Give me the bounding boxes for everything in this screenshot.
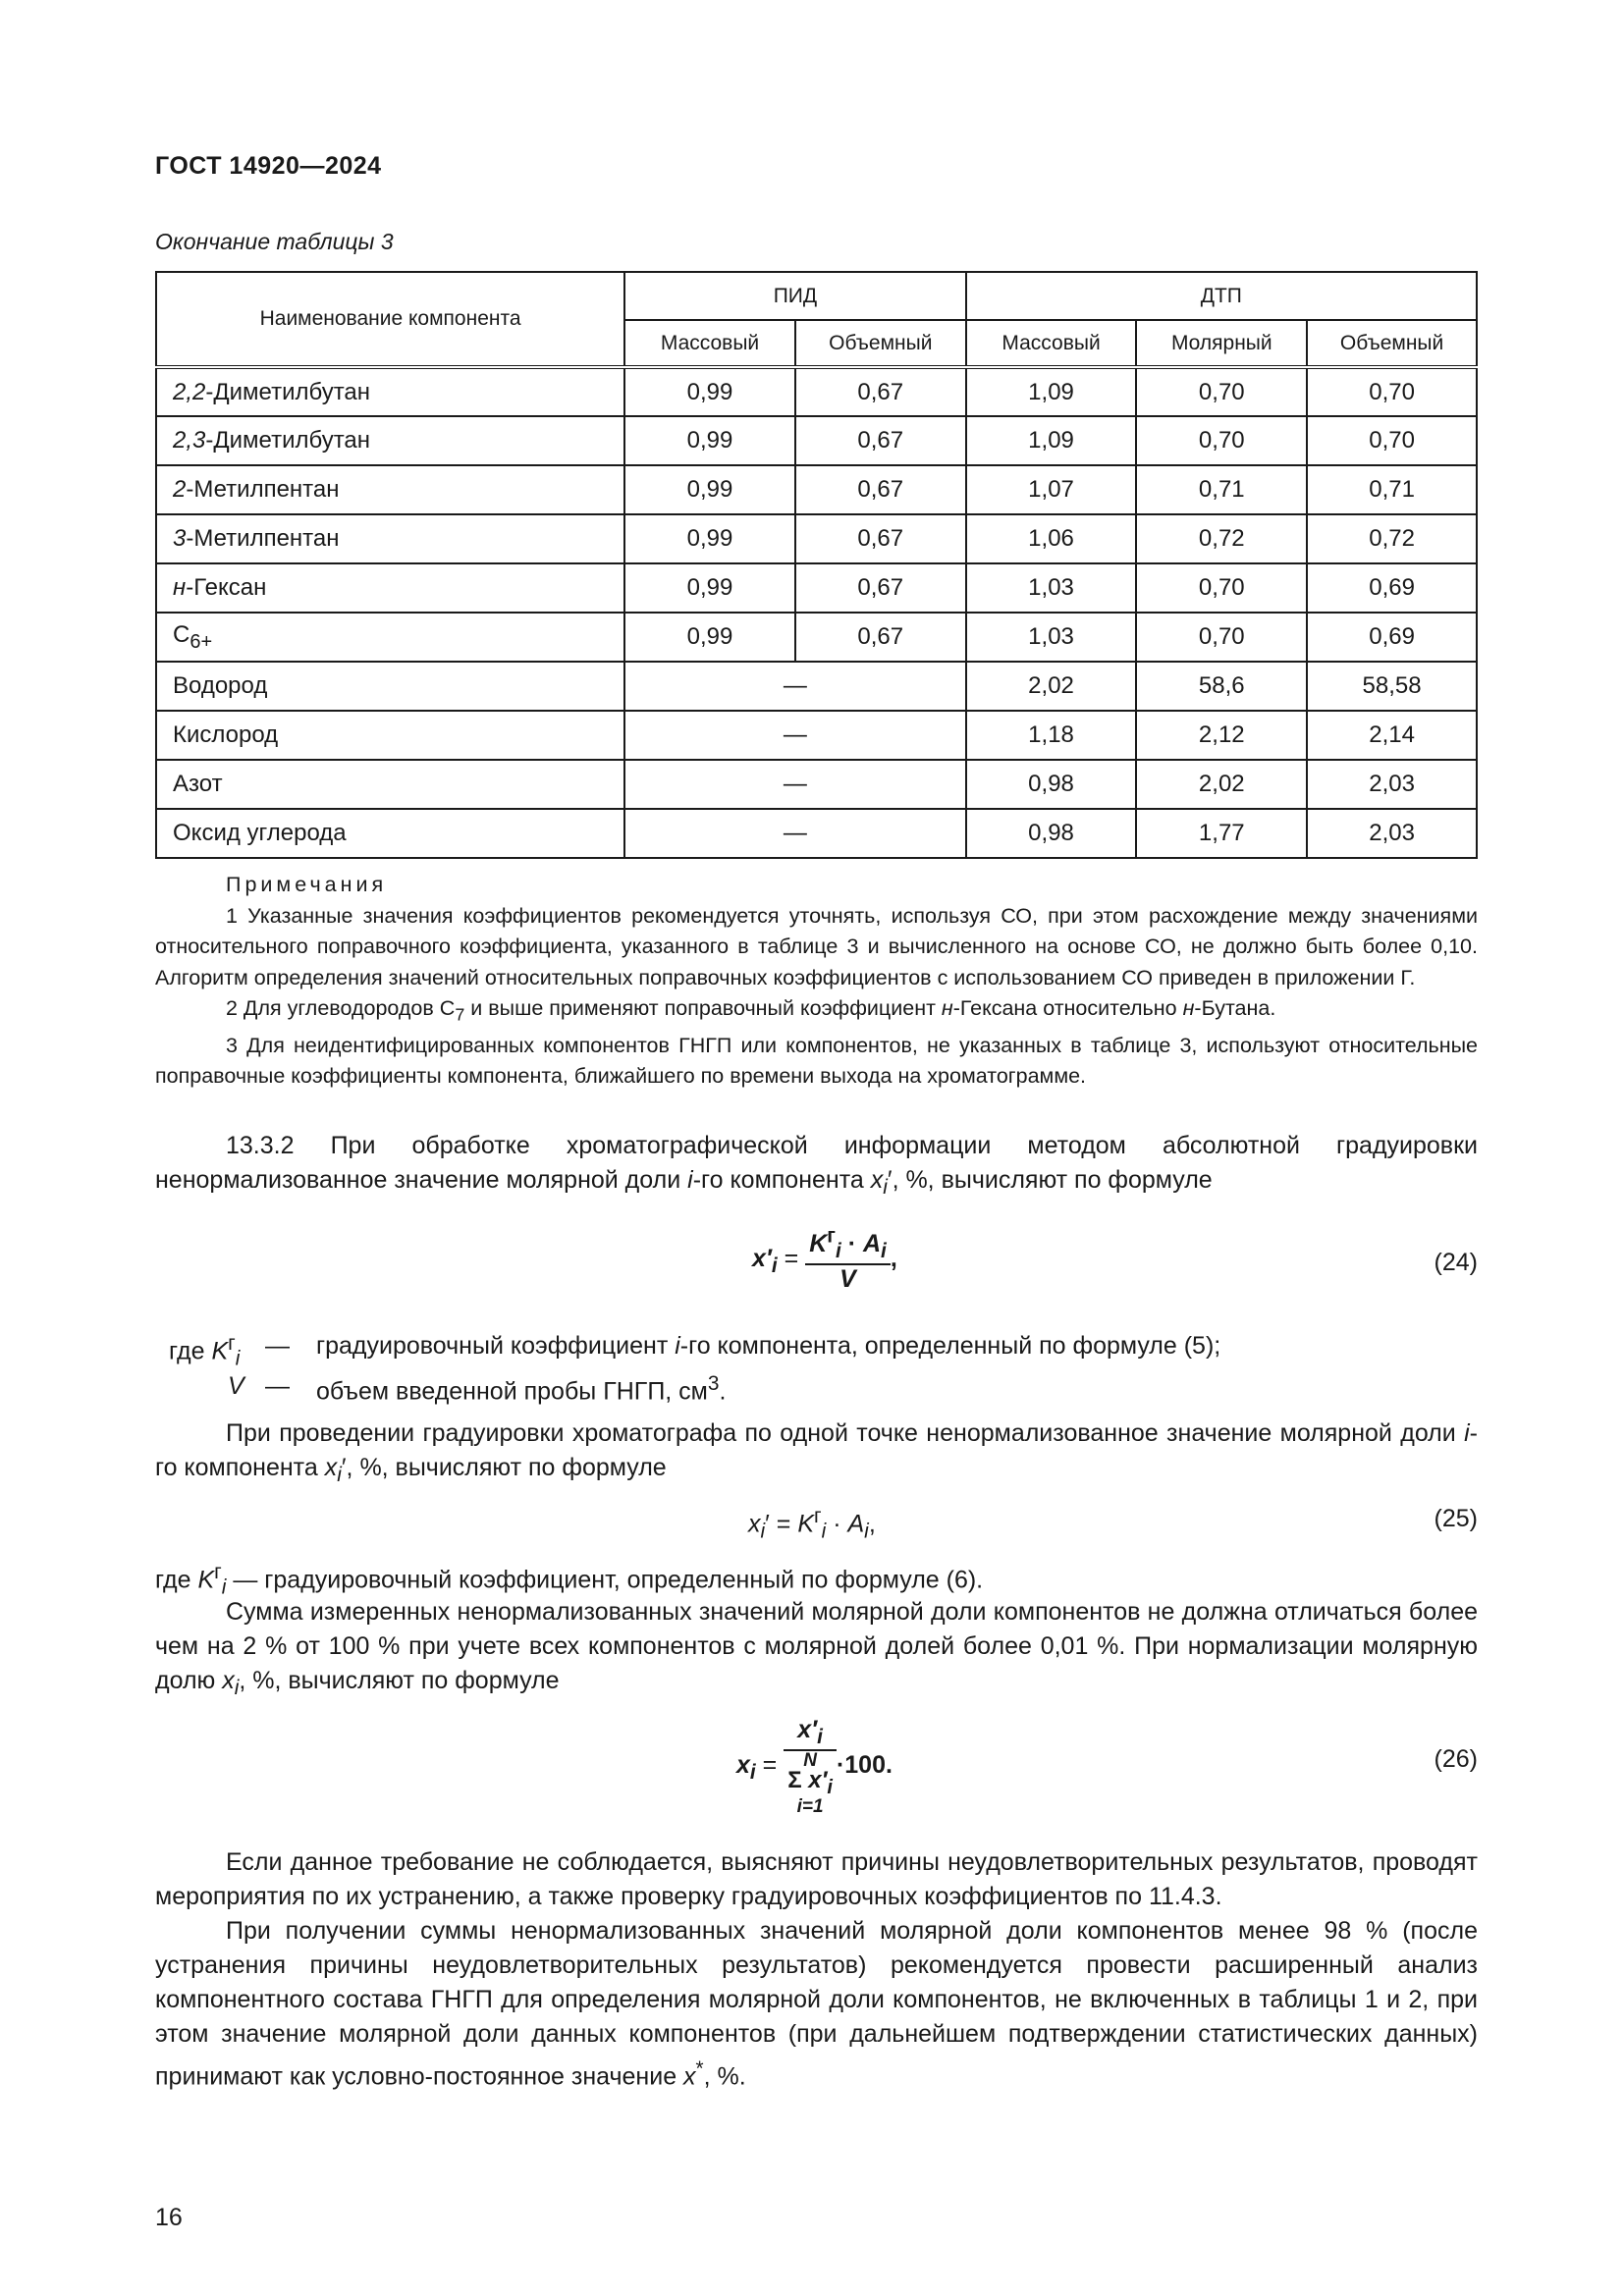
formula-24-number: (24): [1434, 1249, 1478, 1276]
table-row: [156, 563, 1477, 613]
dtp-vol-cell: 2,14: [1307, 711, 1477, 760]
dtp-vol-cell: 0,69: [1307, 613, 1477, 662]
pid-mass-cell: 0,99: [624, 465, 795, 514]
pid-cell: —: [624, 760, 966, 809]
pid-cell: —: [624, 809, 966, 858]
table-row: [156, 613, 1477, 662]
table-row: [156, 662, 1477, 711]
component-name: н-Гексан: [156, 563, 624, 613]
coefficients-table: [155, 271, 1478, 859]
where-24: где $K^г_i$ — градуировочный коэффициент i-го компонента, определенный по формуле (5); V — объем введенной пробы ГНГП, $см^3$.: [169, 1332, 1221, 1406]
component-name: 2,2-Диметилбутан: [156, 367, 624, 416]
notes-title: Примечания: [226, 873, 388, 896]
pid-mass-cell: 0,99: [624, 563, 795, 613]
pid-mass-cell: 0,99: [624, 367, 795, 416]
pid-vol-cell: 0,67: [795, 367, 966, 416]
component-name: Кислород: [156, 711, 624, 760]
dtp-vol-cell: 0,71: [1307, 465, 1477, 514]
pid-cell: —: [624, 662, 966, 711]
table-row: [156, 760, 1477, 809]
note-1: 1 Указанные значения коэффициентов рекомендуется уточнять, используя СО, при этом расхождение между значениями относительного поправочного коэффициента, указанного в таблице 3 и вычисленного на основе СО, не должно быть более 0,10. Алгоритм определения значений относительных поправочных коэффициентов с использованием СО приведен в приложении Г.: [155, 903, 1478, 989]
dtp-mass-cell: 2,02: [966, 662, 1137, 711]
col-group-dtp: ДТП: [966, 272, 1477, 320]
dtp-mol-cell: 0,72: [1136, 514, 1307, 563]
where-25: где $K^г_i$ — градуировочный коэффициент, определенный по формуле (6).: [155, 1561, 984, 1599]
component-name: $C_{6+}$: [156, 613, 624, 662]
table-row: [156, 711, 1477, 760]
col-header-component: Наименование компонента: [156, 272, 624, 367]
dtp-mass-cell: 1,09: [966, 416, 1137, 465]
component-name: Азот: [156, 760, 624, 809]
note-2: 2 Для углеводородов $С_7$ и выше применяют поправочный коэффициент н-Гексана относительно н-Бутана.: [226, 996, 1276, 1025]
col-header-dtp-mol: Молярный: [1136, 320, 1307, 367]
dtp-mass-cell: 0,98: [966, 809, 1137, 858]
dtp-vol-cell: 58,58: [1307, 662, 1477, 711]
pid-vol-cell: 0,67: [795, 613, 966, 662]
dtp-mol-cell: 0,70: [1136, 367, 1307, 416]
dtp-vol-cell: 2,03: [1307, 760, 1477, 809]
dtp-mol-cell: 2,12: [1136, 711, 1307, 760]
pid-vol-cell: 0,67: [795, 514, 966, 563]
table-row: [156, 367, 1477, 416]
dtp-vol-cell: 2,03: [1307, 809, 1477, 858]
dtp-mass-cell: 1,03: [966, 563, 1137, 613]
paragraph-extended-analysis: При получении суммы ненормализованных значений молярной доли компонентов менее 98 % (после устранения причины неудовлетворительных результатов) рекомендуется провести расширенный анализ компонентного состава ГНГП для определения молярной доли компонентов, не включенных в таблицы 1 и 2, при этом значение молярной доли данных компонентов (при дальнейшем подтверждении статистических данных) принимают как условно-постоянное значение x*, %.: [155, 1917, 1478, 2091]
dtp-mol-cell: 0,71: [1136, 465, 1307, 514]
pid-mass-cell: 0,99: [624, 514, 795, 563]
table-row: [156, 416, 1477, 465]
pid-mass-cell: 0,99: [624, 416, 795, 465]
component-name: 2-Метилпентан: [156, 465, 624, 514]
component-name: Водород: [156, 662, 624, 711]
page-number: 16: [155, 2204, 183, 2231]
formula-25-number: (25): [1434, 1505, 1478, 1532]
pid-cell: —: [624, 711, 966, 760]
dtp-vol-cell: 0,70: [1307, 367, 1477, 416]
table-row: [156, 809, 1477, 858]
paragraph-one-point: При проведении градуировки хроматографа по одной точке ненормализованное значение молярной доли i-го компонента $x_i'$, %, вычисляют по формуле: [155, 1419, 1478, 1486]
formula-26-number: (26): [1434, 1745, 1478, 1773]
dtp-mass-cell: 1,18: [966, 711, 1137, 760]
pid-mass-cell: 0,99: [624, 613, 795, 662]
formula-26: $x_i$ = $x'_i$ N Σ $x'_i$ i=1 ·100.: [736, 1716, 893, 1817]
col-header-pid-mass: Массовый: [624, 320, 795, 367]
dtp-mass-cell: 1,03: [966, 613, 1137, 662]
dtp-mass-cell: 1,06: [966, 514, 1137, 563]
dtp-mass-cell: 0,98: [966, 760, 1137, 809]
table-caption: Окончание таблицы 3: [155, 229, 394, 254]
col-header-dtp-mass: Массовый: [966, 320, 1137, 367]
pid-vol-cell: 0,67: [795, 416, 966, 465]
dtp-vol-cell: 0,69: [1307, 563, 1477, 613]
component-name: 3-Метилпентан: [156, 514, 624, 563]
paragraph-requirement: Если данное требование не соблюдается, выясняют причины неудовлетворительных результатов, проводят мероприятия по их устранению, а также проверку градуировочных коэффициентов по 11.4.3.: [155, 1848, 1478, 1910]
pid-vol-cell: 0,67: [795, 563, 966, 613]
component-name: Оксид углерода: [156, 809, 624, 858]
dtp-vol-cell: 0,70: [1307, 416, 1477, 465]
dtp-mol-cell: 0,70: [1136, 613, 1307, 662]
dtp-vol-cell: 0,72: [1307, 514, 1477, 563]
table-row: [156, 465, 1477, 514]
col-group-pid: ПИД: [624, 272, 966, 320]
col-header-pid-vol: Объемный: [795, 320, 966, 367]
dtp-mol-cell: 0,70: [1136, 563, 1307, 613]
table-notes: [155, 870, 1478, 1093]
note-3: 3 Для неидентифицированных компонентов ГНГП или компонентов, не указанных в таблице 3, используют относительные поправочные коэффициенты компонента, ближайшего по времени выхода на хроматограмме.: [155, 1033, 1478, 1089]
col-header-dtp-vol: Объемный: [1307, 320, 1477, 367]
dtp-mol-cell: 1,77: [1136, 809, 1307, 858]
component-name: 2,3-Диметилбутан: [156, 416, 624, 465]
formula-25: $x_i' = K^г_i \cdot A_i$,: [748, 1505, 876, 1543]
document-header: ГОСТ 14920—2024: [155, 152, 382, 180]
pid-vol-cell: 0,67: [795, 465, 966, 514]
dtp-mass-cell: 1,07: [966, 465, 1137, 514]
dtp-mol-cell: 2,02: [1136, 760, 1307, 809]
formula-24: $x'_i$ = $\frac{K^г_i \cdot A_i}{V}$ ,: [752, 1225, 897, 1294]
paragraph-sum: Сумма измеренных ненормализованных значений молярной доли компонентов не должна отличаться более чем на 2 % от 100 % при учете всех компонентов с молярной долей более 0,01 %. При нормализации молярную долю $x_i$, %, вычисляют по формуле: [155, 1598, 1478, 1699]
dtp-mol-cell: 0,70: [1136, 416, 1307, 465]
table-row: [156, 514, 1477, 563]
paragraph-13-3-2: 13.3.2 При обработке хроматографической информации методом абсолютной градуировки ненормализованное значение молярной доли i-го компонента $x_i'$, %, вычисляют по формуле: [155, 1132, 1478, 1199]
dtp-mass-cell: 1,09: [966, 367, 1137, 416]
dtp-mol-cell: 58,6: [1136, 662, 1307, 711]
